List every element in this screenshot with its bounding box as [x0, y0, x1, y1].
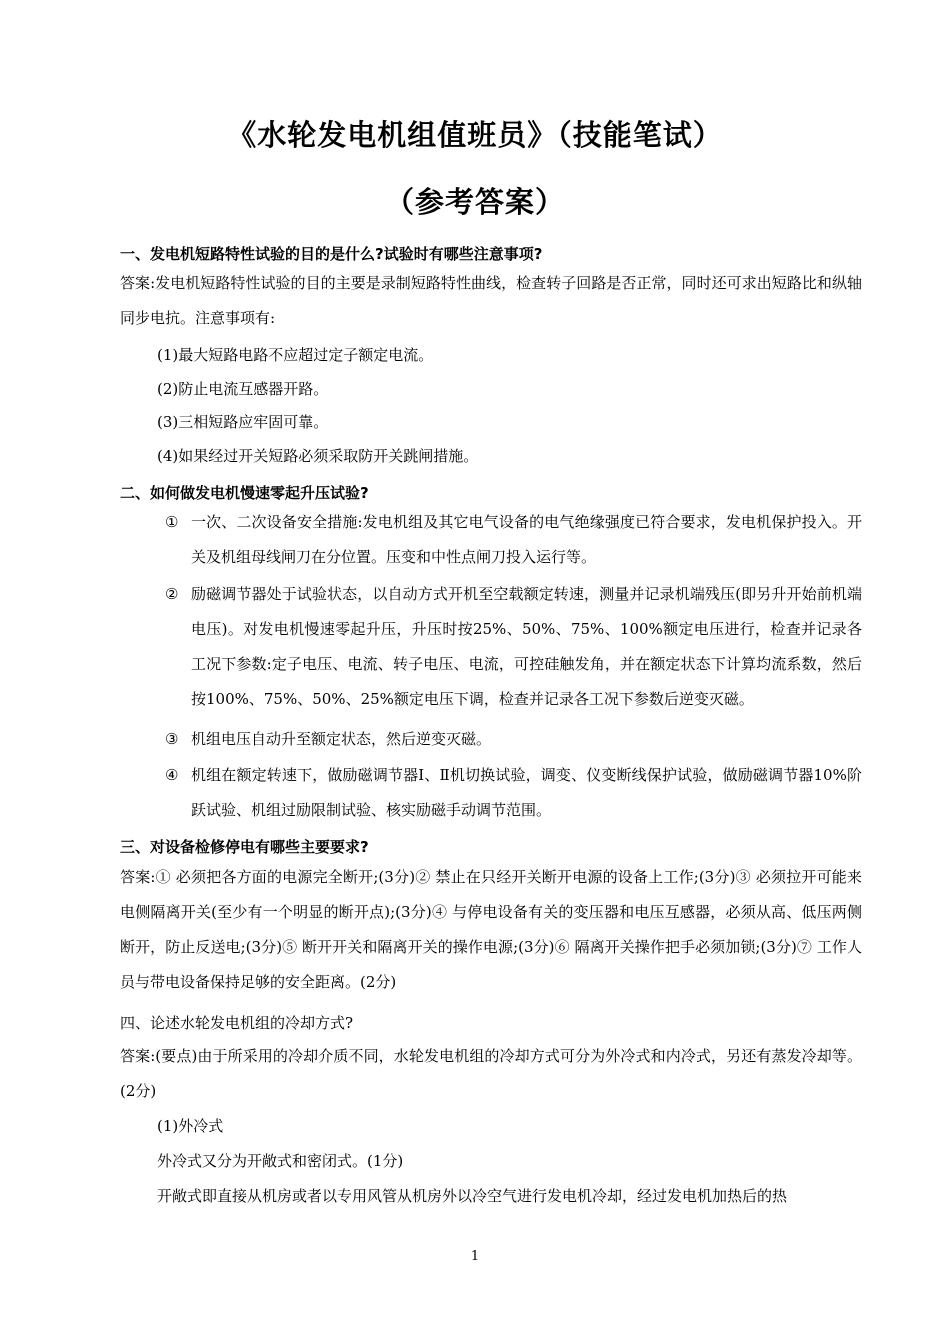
- question-3-heading: 三、对设备检修停电有哪些主要要求?: [120, 838, 369, 856]
- item-text: 机组在额定转速下，做励磁调节器Ⅰ、Ⅱ机切换试验，调变、仪变断线保护试验，做励磁调节器10%阶跃试验、机组过励限制试验、核实励磁手动调节范围。: [191, 766, 862, 819]
- question-2-item: [165, 758, 862, 828]
- question-2-heading: 二、如何做发电机慢速零起升压试验?: [120, 484, 369, 502]
- page-number: 1: [470, 1249, 480, 1264]
- question-1-answer: 答案:发电机短路特性试验的目的主要是录制短路特性曲线，检查转子回路是否正常，同时还可求出短路比和纵轴同步电抗。注意事项有:: [120, 274, 862, 327]
- question-4-heading: 四、论述水轮发电机组的冷却方式?: [120, 1014, 354, 1032]
- question-2-item: [165, 722, 862, 757]
- question-1-heading: 一、发电机短路特性试验的目的是什么?试验时有哪些注意事项?: [120, 245, 543, 263]
- document-subtitle: （参考答案）: [384, 185, 565, 219]
- item-number: ②: [165, 585, 179, 603]
- item-text: 励磁调节器处于试验状态，以自动方式开机至空载额定转速，测量并记录机端残压(即另升开始前机端电压)。对发电机慢速零起升压，升压时按25%、50%、75%、100%额定电压进行，检查并记录各工况下参数:定子电压、电流、转子电压、电流，可控硅触发角，并在额定状态下计算均流系数，然后按100%、75%、50%、25%额定电压下调，检查并记录各工况下参数后逆变灭磁。: [191, 585, 862, 708]
- question-3-answer: 答案:① 必须把各方面的电源完全断开;(3分)② 禁止在只经开关断开电源的设备上工作;(3分)③ 必须拉开可能来电侧隔离开关(至少有一个明显的断开点);(3分)④ 与停电设备有关的变压器和电压互感器，必须从高、低压两侧断开，防止反送电;(3分)⑤ 断开开关和隔离开关的操作电源;(3分)⑥ 隔离开关操作把手必须加锁;(3分)⑦ 工作人员与带电设备保持足够的安全距离。(2分): [120, 868, 862, 991]
- question-4-subtext: 外冷式又分为开敞式和密闭式。(1分): [157, 1152, 404, 1170]
- question-2-item: [165, 505, 862, 575]
- item-number: ④: [165, 766, 179, 784]
- question-2-item: [165, 577, 862, 717]
- question-4-continued-text: 开敞式即直接从机房或者以专用风管从机房外以冷空气进行发电机冷却，经过发电机加热后的热: [157, 1187, 788, 1205]
- question-1-point: (2)防止电流互感器开路。: [157, 380, 329, 398]
- question-1-point: (3)三相短路应牢固可靠。: [157, 413, 329, 431]
- question-1-point: (1)最大短路电路不应超过定子额定电流。: [157, 346, 434, 364]
- item-text: 机组电压自动升至额定状态，然后逆变灭磁。: [191, 730, 492, 748]
- document-title: 《水轮发电机组值班员》（技能笔试）: [227, 118, 723, 152]
- item-number: ①: [165, 513, 179, 531]
- question-4-answer: 答案:(要点)由于所采用的冷却介质不同，水轮发电机组的冷却方式可分为外冷式和内冷式，另还有蒸发冷却等。(2分): [120, 1047, 862, 1100]
- question-1-point: (4)如果经过开关短路必须采取防开关跳闸措施。: [157, 447, 479, 465]
- item-text: 一次、二次设备安全措施:发电机组及其它电气设备的电气绝缘强度已符合要求，发电机保护投入。开关及机组母线闸刀在分位置。压变和中性点闸刀投入运行等。: [191, 513, 862, 566]
- question-4-subheading: (1)外冷式: [157, 1117, 224, 1135]
- item-number: ③: [165, 730, 179, 748]
